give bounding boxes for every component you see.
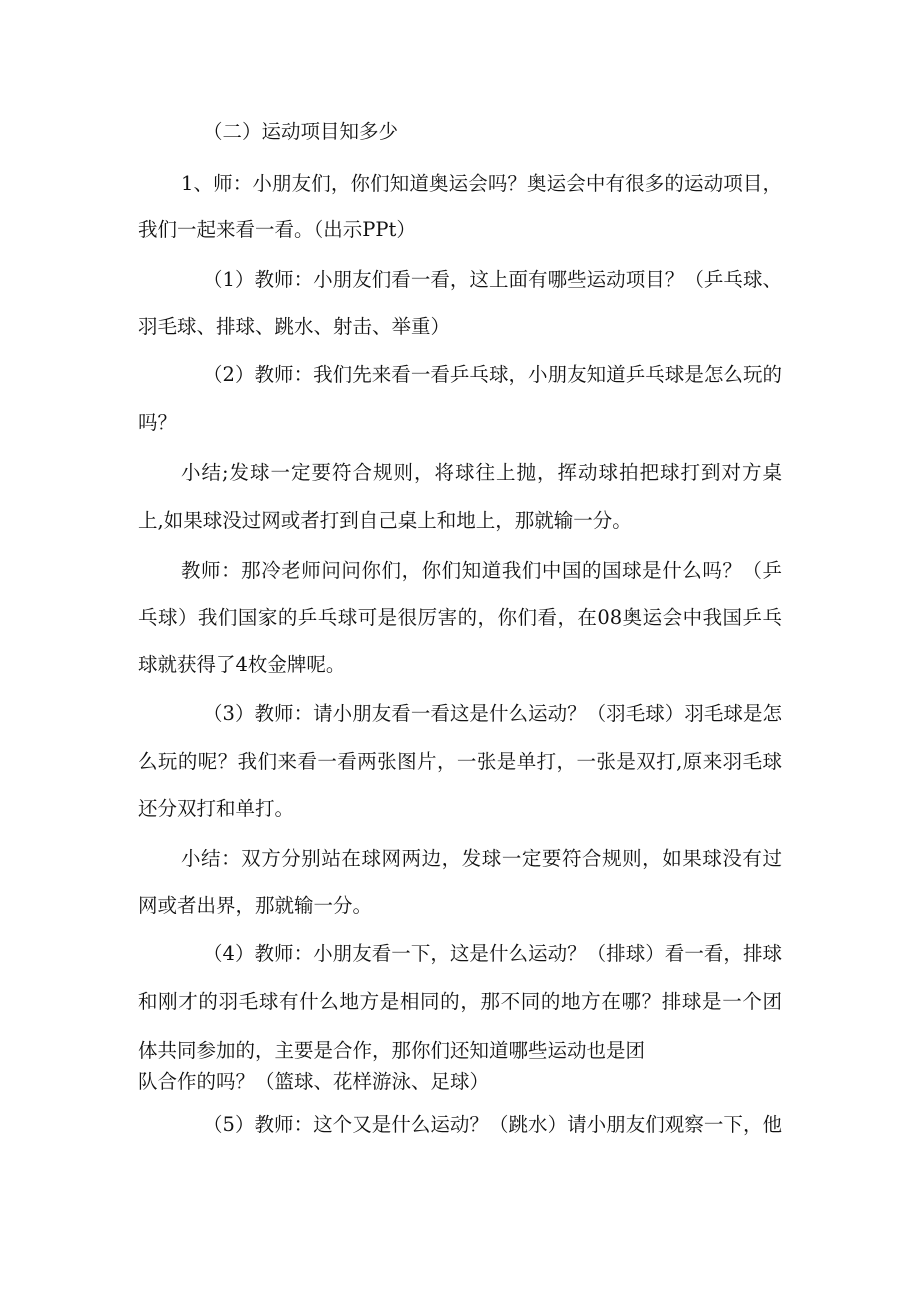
- section-heading: （二）运动项目知多少: [203, 120, 399, 143]
- paragraph-line: 体共同参加的，主要是合作，那你们还知道哪些运动也是团: [138, 1039, 646, 1062]
- paragraph-line: 球就获得了4枚金牌呢。: [138, 653, 346, 676]
- paragraph-line: （3）教师：请小朋友看一看这是什么运动？（羽毛球）羽毛球是怎: [203, 702, 782, 725]
- paragraph-line: 小结：双方分别站在球网两边，发球一定要符合规则，如果球没有过: [181, 847, 782, 870]
- paragraph-line: 乓球）我们国家的乒乓球可是很厉害的，你们看，在08奥运会中我国乒乓: [138, 606, 782, 629]
- paragraph-line: 教师：那冷老师问问你们，你们知道我们中国的国球是什么吗？（乒: [181, 559, 782, 582]
- paragraph-line: 么玩的呢？我们来看一看两张图片，一张是单打，一张是双打,原来羽毛球: [138, 750, 782, 773]
- paragraph-line: 和刚才的羽毛球有什么地方是相同的，那不同的地方在哪？排球是一个团: [138, 990, 782, 1013]
- paragraph-line: 1、师：小朋友们，你们知道奥运会吗？奥运会中有很多的运动项目，: [181, 172, 782, 195]
- paragraph-line: 小结;发球一定要符合规则，将球往上抛，挥动球拍把球打到对方桌: [181, 461, 782, 484]
- paragraph-line: （5）教师：这个又是什么运动？（跳水）请小朋友们观察一下，他: [203, 1113, 782, 1136]
- paragraph-line: 我们一起来看一看。（出示PPt）: [138, 218, 416, 241]
- paragraph-line: （1）教师：小朋友们看一看，这上面有哪些运动项目？（乒乓球、: [203, 268, 782, 291]
- paragraph-line: （2）教师：我们先来看一看乒乓球，小朋友知道乒乓球是怎么玩的: [203, 363, 782, 386]
- paragraph-line: 吗？: [138, 411, 178, 434]
- paragraph-line: 网或者出界，那就输一分。: [138, 894, 373, 917]
- paragraph-line: 还分双打和单打。: [138, 797, 295, 820]
- paragraph-line: 羽毛球、排球、跳水、射击、举重）: [138, 315, 451, 338]
- paragraph-line: （4）教师：小朋友看一下，这是什么运动？（排球）看一看，排球: [203, 942, 782, 965]
- paragraph-line: 上,如果球没过网或者打到自己桌上和地上，那就输一分。: [138, 509, 632, 532]
- paragraph-line: 队合作的吗？（篮球、花样游泳、足球）: [138, 1070, 490, 1093]
